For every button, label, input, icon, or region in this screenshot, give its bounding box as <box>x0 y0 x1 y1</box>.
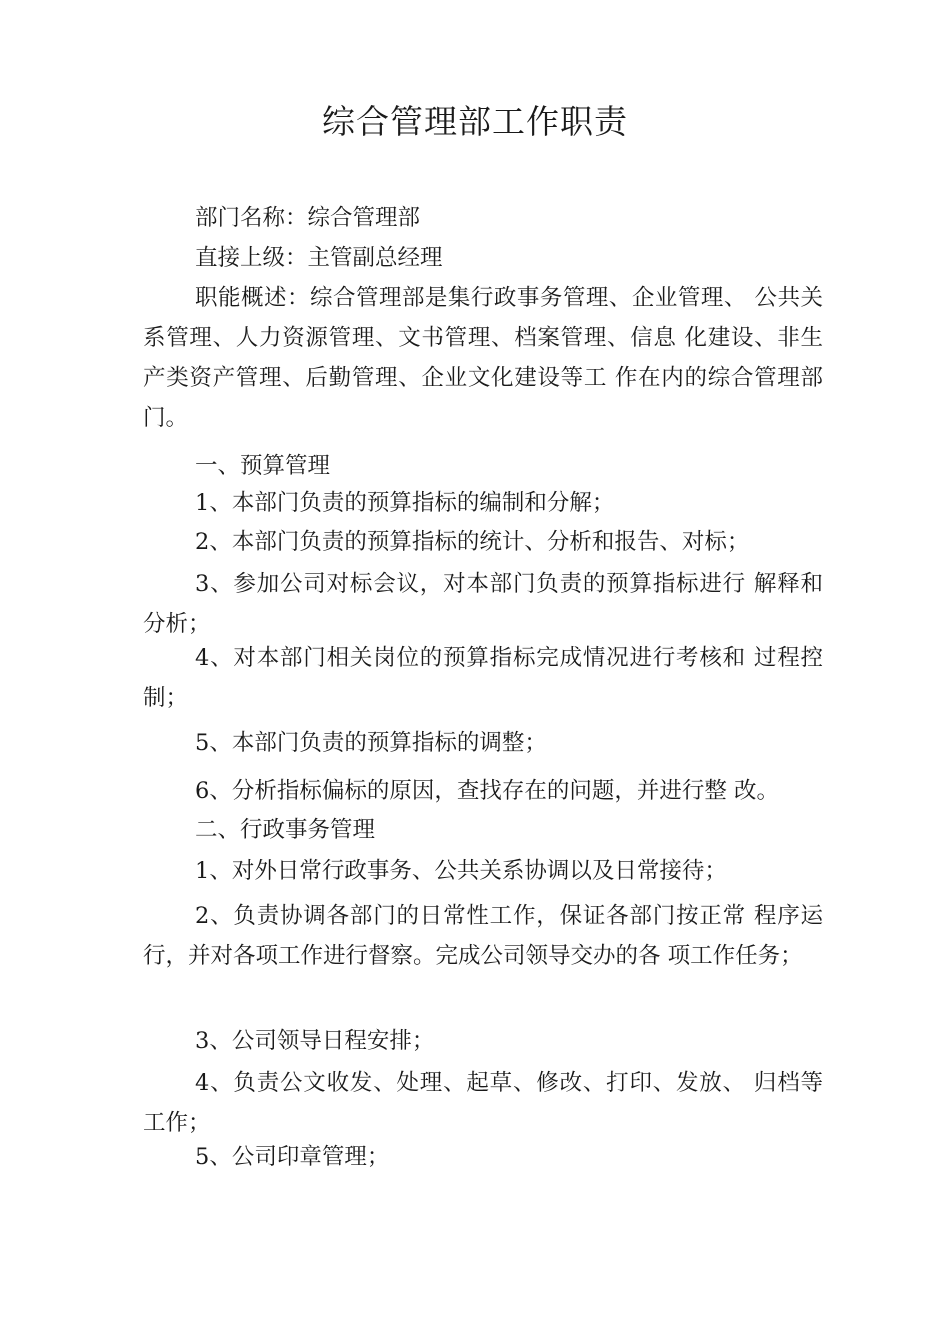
superior-line: 直接上级：主管副总经理 <box>195 245 443 271</box>
list-item: 2、本部门负责的预算指标的统计、分析和报告、对标； <box>195 529 750 555</box>
list-item: 2、负责协调各部门的日常性工作，保证各部门按正常 程序运行，并对各项工作进行督察。完成公司领导交办的各 项工作任务； <box>143 903 823 969</box>
dept-name-line: 部门名称：综合管理部 <box>195 205 421 231</box>
list-item: 5、公司印章管理； <box>195 1144 390 1170</box>
document-title: 综合管理部工作职责 <box>322 102 628 141</box>
overview-paragraph: 职能概述：综合管理部是集行政事务管理、企业管理、 公共关系管理、人力资源管理、文书管理、档案管理、信息 化建设、非生产类资产管理、后勤管理、企业文化建设等工 作在内的综合管理部门。 <box>143 285 823 431</box>
list-item: 1、对外日常行政事务、公共关系协调以及日常接待； <box>195 858 727 884</box>
list-item: 3、公司领导日程安排； <box>195 1028 435 1054</box>
section-heading-admin: 二、行政事务管理 <box>195 817 376 843</box>
list-item: 3、参加公司对标会议，对本部门负责的预算指标进行 解释和分析； <box>143 571 823 637</box>
section-heading-budget: 一、预算管理 <box>195 453 331 479</box>
list-item: 1、本部门负责的预算指标的编制和分解； <box>195 490 615 516</box>
list-item: 4、对本部门相关岗位的预算指标完成情况进行考核和 过程控制； <box>143 645 823 711</box>
list-item: 4、负责公文收发、处理、起草、修改、打印、发放、 归档等工作； <box>143 1070 823 1136</box>
list-item: 6、分析指标偏标的原因，查找存在的问题，并进行整 改。 <box>195 778 779 804</box>
list-item: 5、本部门负责的预算指标的调整； <box>195 730 547 756</box>
